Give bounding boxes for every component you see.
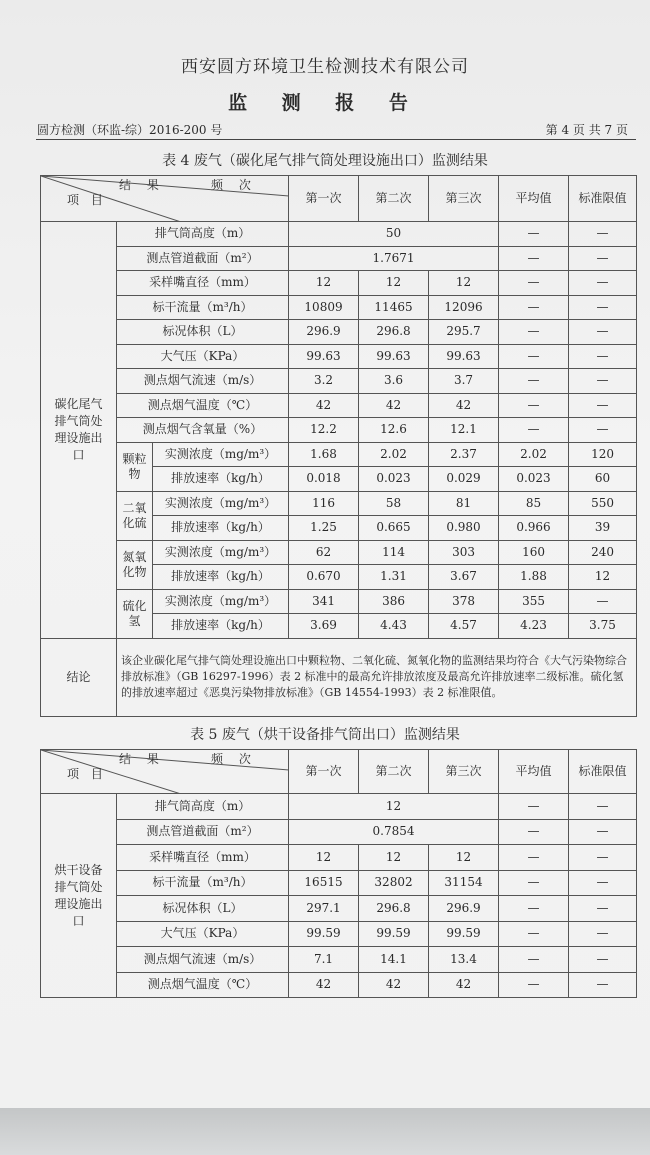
header-average: 平均值 xyxy=(499,750,569,794)
header-item-label: 项 目 xyxy=(67,193,107,207)
value-cell: 3.2 xyxy=(289,369,359,394)
value-cell: 296.8 xyxy=(359,320,429,345)
average-cell: 355 xyxy=(499,589,569,614)
average-cell: 4.23 xyxy=(499,614,569,639)
table-row xyxy=(41,369,637,394)
average-cell: — xyxy=(499,344,569,369)
value-cell: 12 xyxy=(429,271,499,296)
limit-cell: — xyxy=(569,246,637,271)
average-cell: — xyxy=(499,870,569,896)
row-label: 测点管道截面（m²） xyxy=(117,819,289,845)
value-cell: 386 xyxy=(359,589,429,614)
row-label: 排放速率（kg/h） xyxy=(153,614,289,639)
value-cell: 99.63 xyxy=(429,344,499,369)
value-cell: 12 xyxy=(359,271,429,296)
row-label: 大气压（KPa） xyxy=(117,344,289,369)
value-cell: 3.69 xyxy=(289,614,359,639)
average-cell: 160 xyxy=(499,540,569,565)
average-cell: 0.966 xyxy=(499,516,569,541)
table-header-row xyxy=(41,176,637,222)
limit-cell: — xyxy=(569,870,637,896)
row-label: 实测浓度（mg/m³） xyxy=(153,491,289,516)
average-cell: 0.023 xyxy=(499,467,569,492)
value-cell: 10809 xyxy=(289,295,359,320)
value-cell: 114 xyxy=(359,540,429,565)
header-frequency-label: 频 次 xyxy=(211,752,257,766)
limit-cell: — xyxy=(569,369,637,394)
header-third: 第三次 xyxy=(429,176,499,222)
value-cell: 7.1 xyxy=(289,947,359,973)
value-cell: 16515 xyxy=(289,870,359,896)
category-label xyxy=(41,794,117,998)
row-label: 实测浓度（mg/m³） xyxy=(153,540,289,565)
average-cell: — xyxy=(499,393,569,418)
value-cell: 1.68 xyxy=(289,442,359,467)
document-title: 监 测 报 告 xyxy=(228,92,422,114)
pollutant-label xyxy=(117,540,153,589)
conclusion-row xyxy=(41,638,637,716)
table-row xyxy=(41,295,637,320)
row-label: 实测浓度（mg/m³） xyxy=(153,589,289,614)
average-cell: — xyxy=(499,972,569,998)
header-average: 平均值 xyxy=(499,176,569,222)
average-cell: 1.88 xyxy=(499,565,569,590)
table5-caption: 表 5 废气（烘干设备排气筒出口）监测结果 xyxy=(190,727,460,743)
table5 xyxy=(40,749,637,998)
row-label: 采样嘴直径（mm） xyxy=(117,271,289,296)
header-divider xyxy=(36,139,636,140)
limit-cell: — xyxy=(569,845,637,871)
limit-cell: 120 xyxy=(569,442,637,467)
header-limit: 标准限值 xyxy=(569,176,637,222)
value-cell: 297.1 xyxy=(289,896,359,922)
value-cell: 81 xyxy=(429,491,499,516)
row-label: 测点烟气流速（m/s） xyxy=(117,369,289,394)
row-label: 标况体积（L） xyxy=(117,896,289,922)
table-row xyxy=(41,540,637,565)
limit-cell: — xyxy=(569,972,637,998)
value-cell: 296.9 xyxy=(429,896,499,922)
value-cell: 31154 xyxy=(429,870,499,896)
table-row xyxy=(41,947,637,973)
table-row xyxy=(41,246,637,271)
pollutant-name: 氮氧化物 xyxy=(122,549,147,579)
table-row xyxy=(41,418,637,443)
row-label: 标干流量（m³/h） xyxy=(117,870,289,896)
average-cell: — xyxy=(499,947,569,973)
value-cell: 42 xyxy=(359,393,429,418)
value-cell: 0.029 xyxy=(429,467,499,492)
document-number: 圆方检测（环监-综）2016-200 号 xyxy=(37,123,223,137)
value-cell: 0.980 xyxy=(429,516,499,541)
limit-cell: 12 xyxy=(569,565,637,590)
pollutant-label xyxy=(117,442,153,491)
value-cell: 0.018 xyxy=(289,467,359,492)
pollutant-name: 二氧化硫 xyxy=(122,500,147,530)
limit-cell: — xyxy=(569,794,637,820)
value-cell: 0.665 xyxy=(359,516,429,541)
limit-cell: — xyxy=(569,418,637,443)
conclusion-text: 该企业碳化尾气排气筒处理设施出口中颗粒物、二氧化硫、氮氧化物的监测结果均符合《大气污染物综合排放标准》（GB 16297-1996）表 2 标准中的最高允许排放浓度及最高允许排放速率二级标准。硫化氢的排放速率超过《恶臭污染物排放标准》（GB 14554-1993）表 2 标准限值。 xyxy=(117,638,637,716)
header-frequency-label: 频 次 xyxy=(211,178,257,192)
table-row xyxy=(41,870,637,896)
value-cell: 1.25 xyxy=(289,516,359,541)
table-header-row xyxy=(41,750,637,794)
value-cell: 99.63 xyxy=(289,344,359,369)
merged-value: 0.7854 xyxy=(289,819,499,845)
value-cell: 12.1 xyxy=(429,418,499,443)
limit-cell: — xyxy=(569,222,637,247)
value-cell: 2.37 xyxy=(429,442,499,467)
average-cell: — xyxy=(499,921,569,947)
limit-cell: 240 xyxy=(569,540,637,565)
average-cell: — xyxy=(499,819,569,845)
merged-value: 50 xyxy=(289,222,499,247)
pollutant-name: 颗粒物 xyxy=(122,451,147,481)
value-cell: 99.59 xyxy=(289,921,359,947)
value-cell: 2.02 xyxy=(359,442,429,467)
diagonal-header-cell xyxy=(41,750,289,794)
row-label: 大气压（KPa） xyxy=(117,921,289,947)
conclusion-label: 结论 xyxy=(41,638,117,716)
table-row xyxy=(41,589,637,614)
value-cell: 0.670 xyxy=(289,565,359,590)
value-cell: 0.023 xyxy=(359,467,429,492)
header-results-label: 结 果 xyxy=(119,178,165,192)
value-cell: 42 xyxy=(359,972,429,998)
limit-cell: — xyxy=(569,921,637,947)
average-cell: — xyxy=(499,271,569,296)
header-first: 第一次 xyxy=(289,750,359,794)
value-cell: 341 xyxy=(289,589,359,614)
value-cell: 12096 xyxy=(429,295,499,320)
value-cell: 12.2 xyxy=(289,418,359,443)
table-row xyxy=(41,271,637,296)
value-cell: 12 xyxy=(289,271,359,296)
table-row xyxy=(41,393,637,418)
average-cell: — xyxy=(499,295,569,320)
average-cell: — xyxy=(499,320,569,345)
value-cell: 42 xyxy=(289,972,359,998)
table-row xyxy=(41,819,637,845)
pollutant-name: 硫化氢 xyxy=(122,598,147,628)
value-cell: 303 xyxy=(429,540,499,565)
header-second: 第二次 xyxy=(359,750,429,794)
row-label: 标干流量（m³/h） xyxy=(117,295,289,320)
limit-cell: — xyxy=(569,819,637,845)
value-cell: 378 xyxy=(429,589,499,614)
merged-value: 12 xyxy=(289,794,499,820)
desk-surface xyxy=(0,1108,650,1155)
value-cell: 58 xyxy=(359,491,429,516)
table-row xyxy=(41,491,637,516)
header-results-label: 结 果 xyxy=(119,752,165,766)
value-cell: 14.1 xyxy=(359,947,429,973)
value-cell: 99.59 xyxy=(359,921,429,947)
value-cell: 99.63 xyxy=(359,344,429,369)
page-number: 第 4 页 共 7 页 xyxy=(545,123,628,137)
average-cell: — xyxy=(499,896,569,922)
value-cell: 12 xyxy=(359,845,429,871)
value-cell: 99.59 xyxy=(429,921,499,947)
average-cell: 85 xyxy=(499,491,569,516)
value-cell: 42 xyxy=(429,972,499,998)
table-row xyxy=(41,442,637,467)
table-row xyxy=(41,921,637,947)
average-cell: 2.02 xyxy=(499,442,569,467)
average-cell: — xyxy=(499,222,569,247)
row-label: 测点烟气含氧量（%） xyxy=(117,418,289,443)
value-cell: 4.57 xyxy=(429,614,499,639)
limit-cell: — xyxy=(569,344,637,369)
value-cell: 13.4 xyxy=(429,947,499,973)
value-cell: 3.67 xyxy=(429,565,499,590)
limit-cell: — xyxy=(569,320,637,345)
value-cell: 42 xyxy=(289,393,359,418)
value-cell: 116 xyxy=(289,491,359,516)
row-label: 排气筒高度（m） xyxy=(117,794,289,820)
value-cell: 296.8 xyxy=(359,896,429,922)
value-cell: 62 xyxy=(289,540,359,565)
average-cell: — xyxy=(499,794,569,820)
limit-cell: — xyxy=(569,393,637,418)
value-cell: 4.43 xyxy=(359,614,429,639)
row-label: 排放速率（kg/h） xyxy=(153,467,289,492)
table4-caption: 表 4 废气（碳化尾气排气筒处理设施出口）监测结果 xyxy=(162,153,488,169)
table-row xyxy=(41,794,637,820)
row-label: 排放速率（kg/h） xyxy=(153,516,289,541)
limit-cell: — xyxy=(569,947,637,973)
value-cell: 11465 xyxy=(359,295,429,320)
value-cell: 1.31 xyxy=(359,565,429,590)
limit-cell: 550 xyxy=(569,491,637,516)
value-cell: 12.6 xyxy=(359,418,429,443)
average-cell: — xyxy=(499,369,569,394)
table-row xyxy=(41,320,637,345)
limit-cell: — xyxy=(569,271,637,296)
row-label: 测点烟气温度（℃） xyxy=(117,972,289,998)
value-cell: 42 xyxy=(429,393,499,418)
merged-value: 1.7671 xyxy=(289,246,499,271)
row-label: 测点管道截面（m²） xyxy=(117,246,289,271)
table-row xyxy=(41,972,637,998)
row-label: 排放速率（kg/h） xyxy=(153,565,289,590)
average-cell: — xyxy=(499,246,569,271)
header-item-label: 项 目 xyxy=(67,767,107,781)
value-cell: 3.7 xyxy=(429,369,499,394)
row-label: 测点烟气流速（m/s） xyxy=(117,947,289,973)
diagonal-header-cell xyxy=(41,176,289,222)
category-label xyxy=(41,222,117,639)
row-label: 测点烟气温度（℃） xyxy=(117,393,289,418)
category-text: 碳化尾气排气筒处理设施出口 xyxy=(54,396,103,462)
average-cell: — xyxy=(499,418,569,443)
value-cell: 3.6 xyxy=(359,369,429,394)
header-second: 第二次 xyxy=(359,176,429,222)
row-label: 实测浓度（mg/m³） xyxy=(153,442,289,467)
table4 xyxy=(40,175,637,717)
limit-cell: — xyxy=(569,589,637,614)
header-third: 第三次 xyxy=(429,750,499,794)
limit-cell: — xyxy=(569,295,637,320)
table-row xyxy=(41,896,637,922)
value-cell: 12 xyxy=(289,845,359,871)
limit-cell: — xyxy=(569,896,637,922)
pollutant-label xyxy=(117,491,153,540)
value-cell: 296.9 xyxy=(289,320,359,345)
row-label: 排气筒高度（m） xyxy=(117,222,289,247)
table-row xyxy=(41,344,637,369)
header-first: 第一次 xyxy=(289,176,359,222)
row-label: 采样嘴直径（mm） xyxy=(117,845,289,871)
limit-cell: 60 xyxy=(569,467,637,492)
header-limit: 标准限值 xyxy=(569,750,637,794)
company-name: 西安圆方环境卫生检测技术有限公司 xyxy=(181,57,469,77)
limit-cell: 3.75 xyxy=(569,614,637,639)
value-cell: 295.7 xyxy=(429,320,499,345)
row-label: 标况体积（L） xyxy=(117,320,289,345)
limit-cell: 39 xyxy=(569,516,637,541)
average-cell: — xyxy=(499,845,569,871)
category-text: 烘干设备排气筒处理设施出口 xyxy=(54,862,103,928)
table-row xyxy=(41,845,637,871)
pollutant-label xyxy=(117,589,153,638)
value-cell: 32802 xyxy=(359,870,429,896)
table-row xyxy=(41,222,637,247)
value-cell: 12 xyxy=(429,845,499,871)
